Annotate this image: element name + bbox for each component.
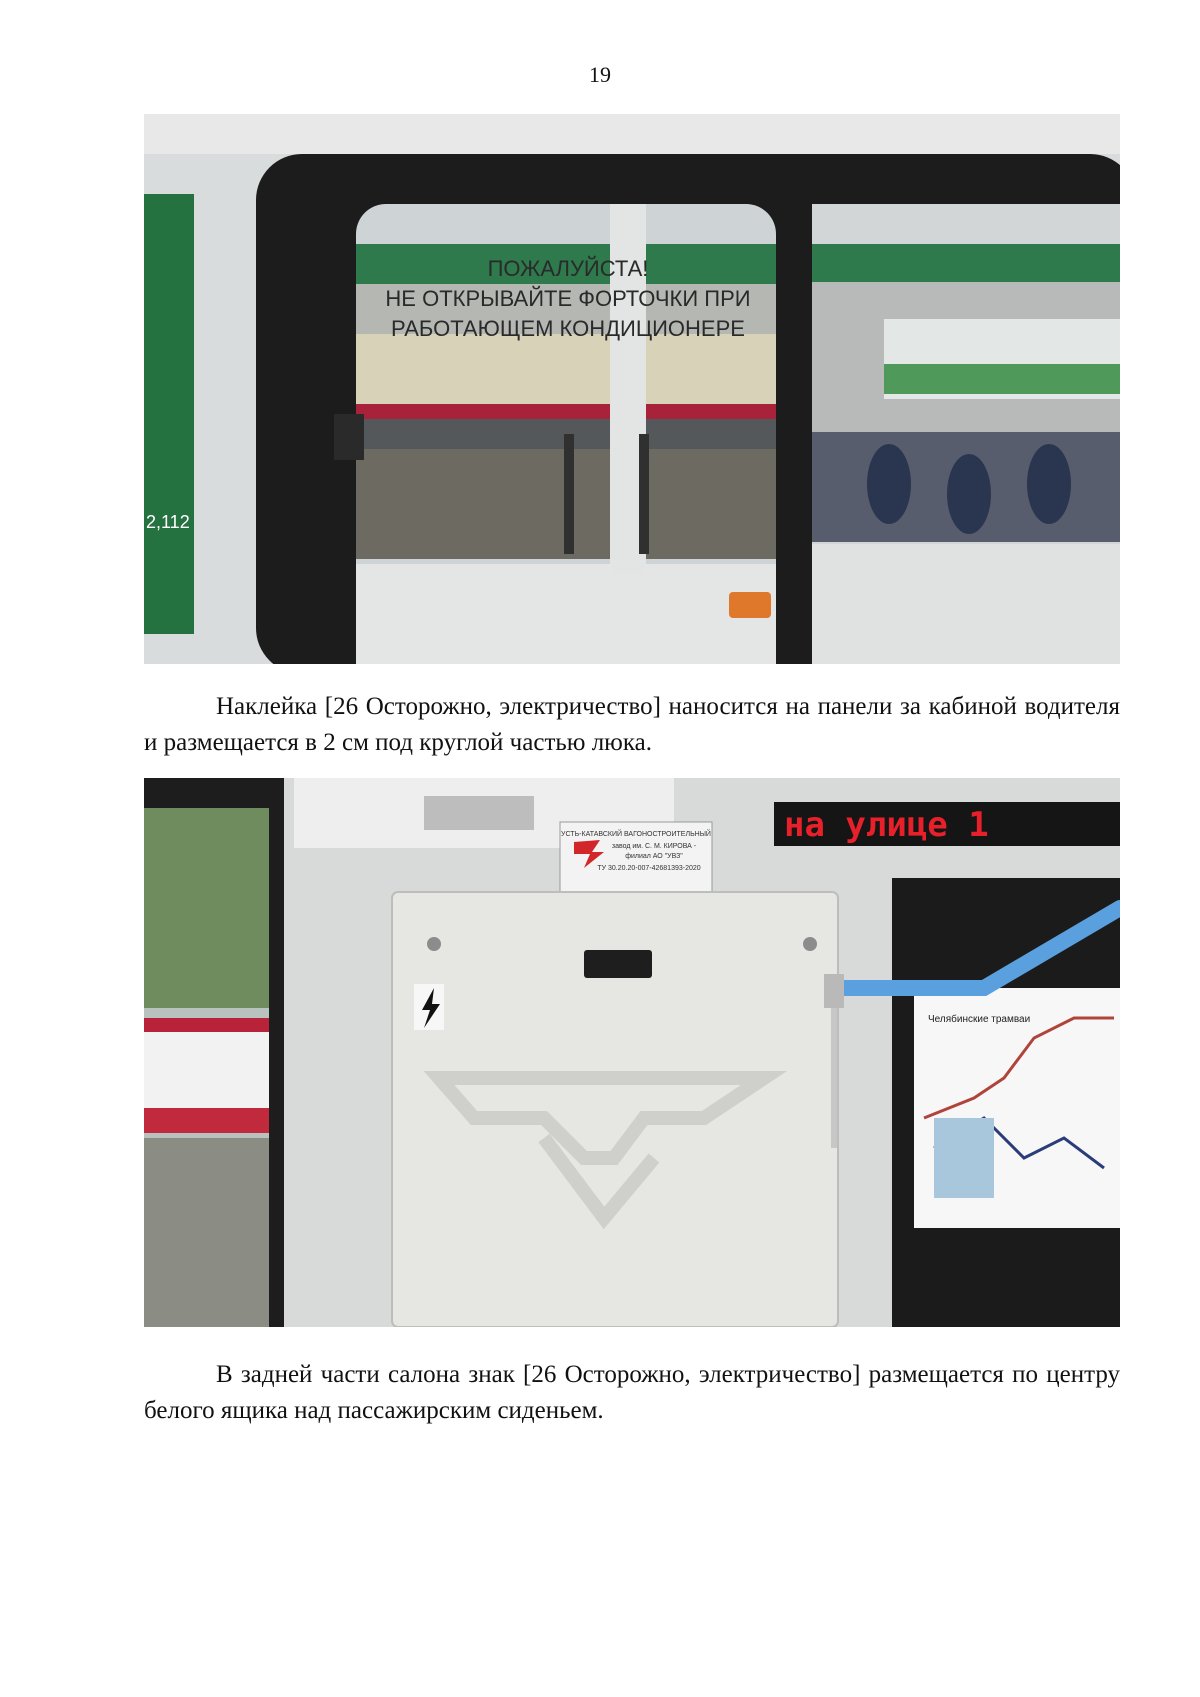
plate-line2: завод им. С. М. КИРОВА - bbox=[611, 843, 697, 850]
green-info-board bbox=[144, 194, 194, 634]
window-sign-line1: ПОЖАЛУЙСТА! bbox=[487, 256, 649, 281]
rear-cabin-image bbox=[144, 778, 1120, 1327]
window-sign-line2: НЕ ОТКРЫВАЙТЕ ФОРТОЧКИ ПРИ bbox=[385, 286, 751, 311]
screw-icon bbox=[427, 937, 441, 951]
orange-indicator-light bbox=[729, 592, 771, 618]
photo-rear-cabin bbox=[144, 778, 1120, 1327]
board-number-text: 2,112 bbox=[146, 512, 190, 532]
photo-tram-window bbox=[144, 114, 1120, 664]
led-display-text: на улице 1 bbox=[784, 805, 989, 845]
screw-icon bbox=[803, 937, 817, 951]
box-lock-slot bbox=[584, 950, 652, 978]
page-number: 19 bbox=[589, 62, 611, 87]
paragraph-rear-box: В задней части салона знак [26 Осторожно, электричество] размещается по центру белого ящика над пассажирским сиденьем. bbox=[144, 1361, 1120, 1424]
window-sign-line3: РАБОТАЮЩЕМ КОНДИЦИОНЕРЕ bbox=[391, 316, 745, 341]
plate-line4: ТУ 30.20.20-007-42681393-2020 bbox=[597, 865, 701, 872]
paragraph-cabin-sticker: Наклейка [26 Осторожно, электричество] наносится на панели за кабиной водителя и размещается в 2 см под круглой частью люка. bbox=[144, 693, 1120, 756]
plate-line1: УСТЬ-КАТАВСКИЙ ВАГОНОСТРОИТЕЛЬНЫЙ bbox=[561, 831, 711, 838]
map-title: Челябинские трамваи bbox=[928, 1014, 1031, 1025]
plate-line3: филиал АО "УВЗ" bbox=[625, 853, 683, 860]
ceiling-vent bbox=[424, 796, 534, 830]
window-latch bbox=[334, 414, 364, 460]
tram-window-image bbox=[144, 114, 1120, 664]
